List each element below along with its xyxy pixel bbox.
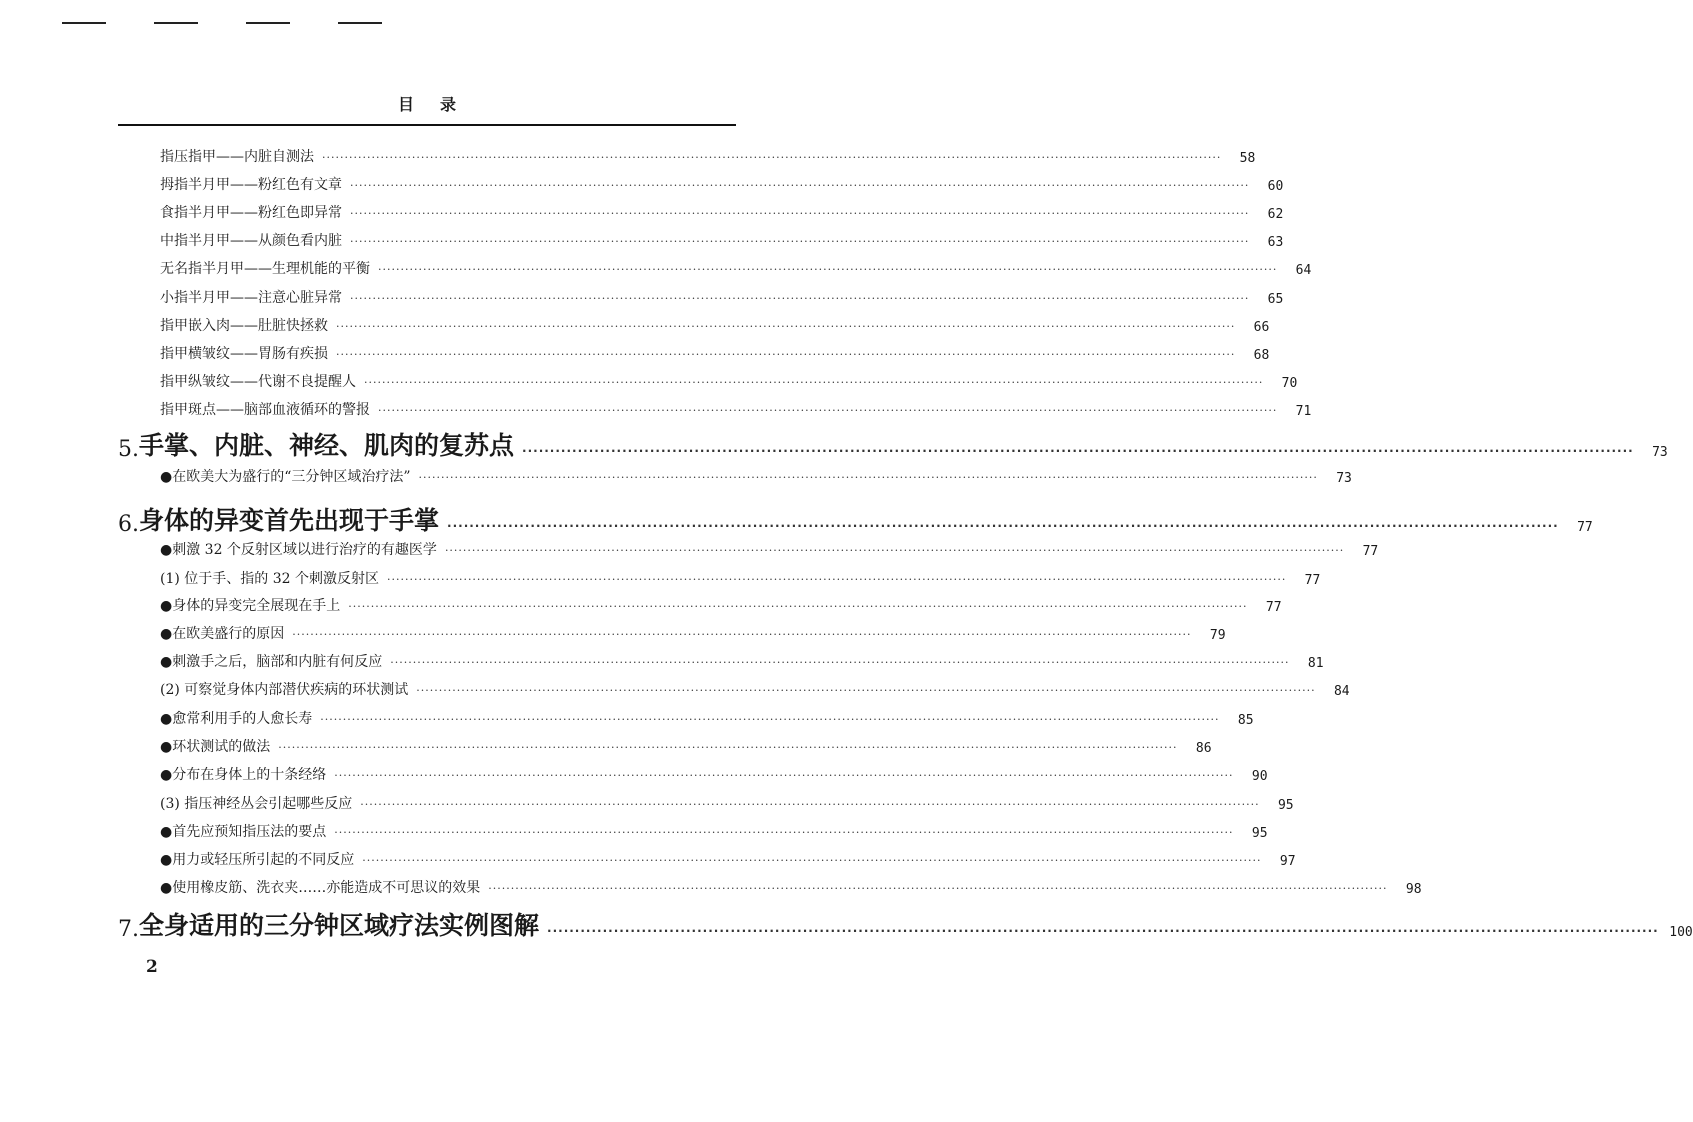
dot-leader: ········································································································································································································: [350, 207, 1250, 220]
page-ref: 70: [1281, 376, 1298, 391]
toc-entry: [118, 230, 1284, 250]
dot-leader: ········································································································································································································: [348, 600, 1248, 613]
dot-leader: ········································································································································································································: [334, 769, 1234, 782]
top-edge-marks: [62, 22, 392, 24]
chapter-title: 全身适用的三分钟区域疗法实例图解: [139, 911, 540, 940]
toc-entry: [118, 793, 1294, 813]
page-ref: 100: [1669, 925, 1693, 940]
dot-leader: ········································································································································································································: [334, 826, 1234, 839]
chapter-number: 6.: [118, 512, 139, 537]
chapter-number: 7.: [118, 917, 139, 942]
page-ref: 73: [1652, 445, 1668, 460]
toc-chapter: [118, 426, 1668, 462]
entry-title: ●首先应预知指压法的要点: [160, 824, 327, 840]
page-ref: 77: [1265, 600, 1282, 615]
entry-title: 小指半月甲——注意心脏异常: [160, 290, 342, 306]
toc-entry: [118, 708, 1254, 728]
page-ref: 95: [1251, 826, 1268, 841]
toc-entry: [118, 764, 1268, 784]
entry-title: ●刺激手之后，脑部和内脏有何反应: [160, 654, 383, 670]
entry-title: 指甲嵌入肉——肚脏快拯救: [160, 318, 328, 334]
page-number: 2: [146, 957, 158, 977]
dot-leader: ········································································································································································································: [418, 471, 1318, 484]
toc-entry: [118, 568, 1321, 588]
dot-leader: ········································································································································································································: [416, 684, 1316, 697]
toc-entry: [118, 877, 1422, 897]
dot-leader: ········································································································································································································: [387, 573, 1287, 586]
toc-entry: [118, 849, 1296, 869]
dot-leader: ········································································································································································································: [350, 179, 1250, 192]
entry-title: (1) 位于手、指的 32 个刺激反射区: [160, 571, 379, 587]
toc-entry: [118, 651, 1324, 671]
page-ref: 58: [1239, 151, 1256, 166]
page-ref: 77: [1362, 544, 1379, 559]
chapter-title: 手掌、内脏、神经、肌肉的复苏点: [139, 431, 515, 460]
page-ref: 63: [1267, 235, 1284, 250]
toc-entry: [118, 539, 1379, 559]
toc-entry: [118, 371, 1298, 391]
entry-title: ●用力或轻压所引起的不同反应: [160, 852, 355, 868]
toc-entry: [118, 174, 1284, 194]
toc-entry: [118, 821, 1268, 841]
dot-leader: ········································································································································································································: [447, 519, 1559, 533]
toc-chapter: [118, 906, 1693, 942]
dot-leader: ········································································································································································································: [378, 404, 1278, 417]
entry-title: ●刺激 32 个反射区域以进行治疗的有趣医学: [160, 542, 437, 558]
page-header: [118, 92, 736, 115]
page-ref: 65: [1267, 292, 1284, 307]
page-ref: 81: [1307, 656, 1324, 671]
dot-leader: ········································································································································································································: [547, 924, 1659, 938]
entry-title: 食指半月甲——粉红色即异常: [160, 205, 342, 221]
entry-title: 无名指半月甲——生理机能的平衡: [160, 261, 370, 277]
page-ref: 85: [1237, 713, 1254, 728]
toc-entry: [118, 146, 1256, 166]
page-ref: 60: [1267, 179, 1284, 194]
entry-title: 指甲斑点——脑部血液循环的警报: [160, 402, 370, 418]
toc-entry: [118, 679, 1350, 699]
entry-title: (2) 可察觉身体内部潜伏疾病的环状测试: [160, 682, 409, 698]
toc-entry: [118, 736, 1212, 756]
dot-leader: ········································································································································································································: [320, 713, 1220, 726]
dot-leader: ········································································································································································································: [322, 151, 1222, 164]
header-rule: [118, 124, 736, 126]
page-ref: 97: [1279, 854, 1296, 869]
dot-leader: ········································································································································································································: [360, 798, 1260, 811]
page-ref: 84: [1333, 684, 1350, 699]
page-ref: 66: [1253, 320, 1270, 335]
page-ref: 79: [1209, 628, 1226, 643]
page-ref: 98: [1405, 882, 1422, 897]
page-title: 目录: [397, 95, 482, 114]
entry-title: 指压指甲——内脏自测法: [160, 149, 314, 165]
entry-title: 拇指半月甲——粉红色有文章: [160, 177, 342, 193]
page-ref: 95: [1277, 798, 1294, 813]
toc-entry: [118, 258, 1312, 278]
toc-entry: [118, 343, 1270, 363]
entry-title: ●分布在身体上的十条经络: [160, 767, 327, 783]
entry-title: 中指半月甲——从颜色看内脏: [160, 233, 342, 249]
dot-leader: ········································································································································································································: [350, 292, 1250, 305]
page-ref: 86: [1195, 741, 1212, 756]
entry-title: ●在欧美盛行的原因: [160, 626, 285, 642]
toc-entry: [118, 287, 1284, 307]
page-ref: 77: [1577, 520, 1593, 535]
dot-leader: ········································································································································································································: [488, 882, 1388, 895]
entry-title: ●在欧美大为盛行的“三分钟区域治疗法”: [160, 469, 411, 485]
dot-leader: ········································································································································································································: [444, 544, 1345, 557]
page-ref: 62: [1267, 207, 1284, 222]
dot-leader: ········································································································································································································: [292, 628, 1192, 641]
entry-title: 指甲纵皱纹——代谢不良提醒人: [160, 374, 356, 390]
dot-leader: ········································································································································································································: [390, 656, 1290, 669]
dot-leader: ········································································································································································································: [364, 376, 1264, 389]
chapter-title: 身体的异变首先出现于手掌: [139, 506, 440, 535]
page-ref: 68: [1253, 348, 1270, 363]
toc-entry: [118, 623, 1226, 643]
entry-title: ●环状测试的做法: [160, 739, 271, 755]
toc-chapter: [118, 501, 1593, 537]
page-ref: 64: [1295, 263, 1312, 278]
page-ref: 73: [1336, 471, 1352, 486]
page-ref: 71: [1295, 404, 1312, 419]
toc-entry: [118, 466, 1352, 486]
page-ref: 90: [1251, 769, 1268, 784]
dot-leader: ········································································································································································································: [336, 320, 1236, 333]
dot-leader: ········································································································································································································: [278, 741, 1178, 754]
dot-leader: ········································································································································································································: [350, 235, 1250, 248]
dot-leader: ········································································································································································································: [522, 444, 1634, 458]
entry-title: 指甲横皱纹——胃肠有疾损: [160, 346, 328, 362]
toc-entry: [118, 595, 1282, 615]
entry-title: ●身体的异变完全展现在手上: [160, 598, 341, 614]
dot-leader: ········································································································································································································: [362, 854, 1262, 867]
entry-title: ●使用橡皮筋、洗衣夹……亦能造成不可思议的效果: [160, 880, 481, 896]
dot-leader: ········································································································································································································: [336, 348, 1236, 361]
dot-leader: ········································································································································································································: [378, 263, 1278, 276]
entry-title: (3) 指压神经丛会引起哪些反应: [160, 796, 353, 812]
toc-entry: [118, 399, 1312, 419]
chapter-number: 5.: [118, 437, 139, 462]
toc-entry: [118, 202, 1284, 222]
page-ref: 77: [1304, 573, 1321, 588]
entry-title: ●愈常利用手的人愈长寿: [160, 711, 313, 727]
toc-entry: [118, 315, 1270, 335]
